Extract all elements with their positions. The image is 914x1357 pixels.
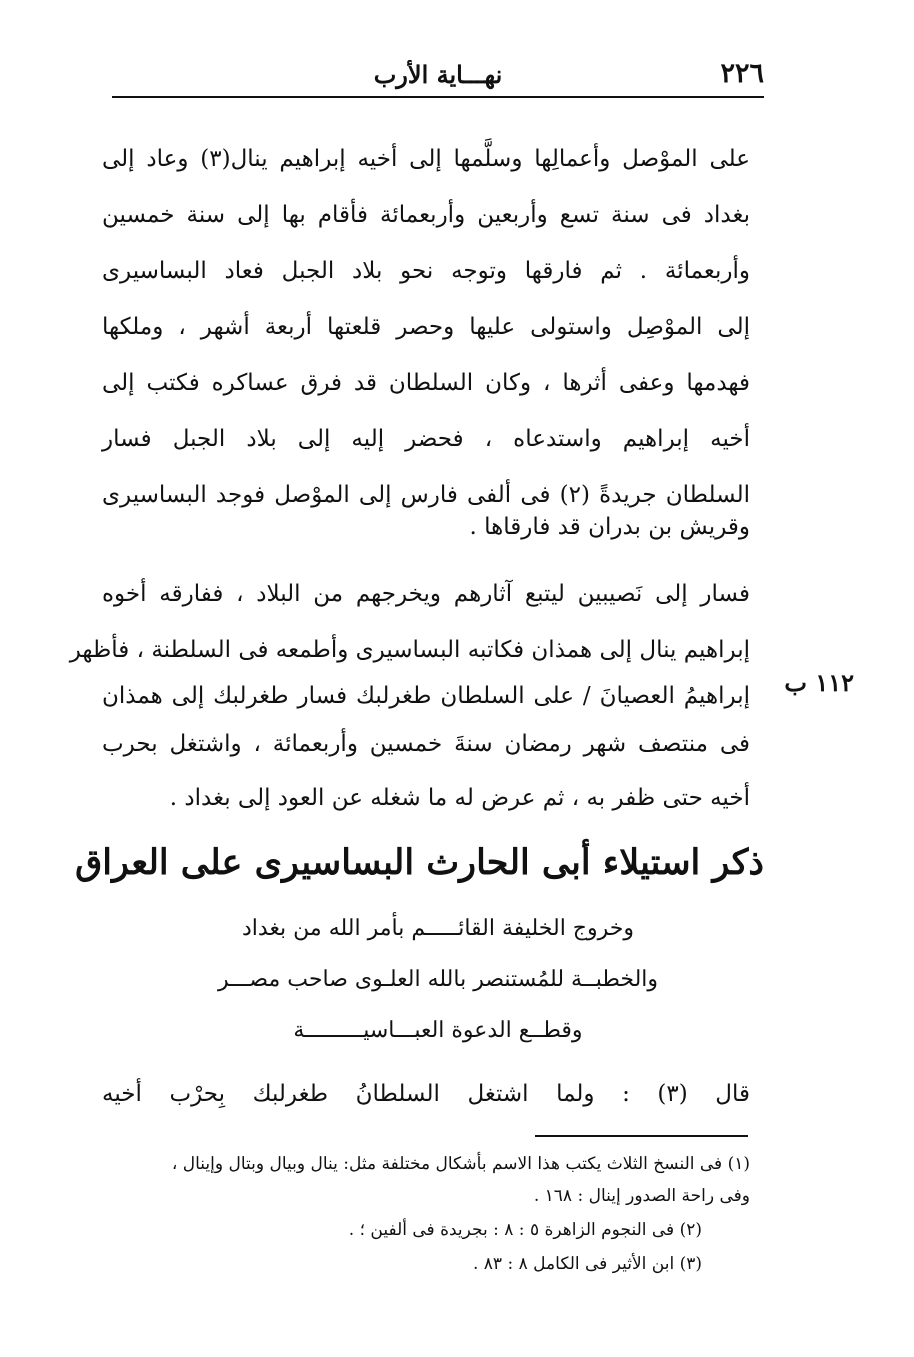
book-title: نهـــاية الأرب (373, 60, 503, 89)
footnote: (٢) فى النجوم الزاهرة ٥ : ٨ : بجريدة فى ألفين ؛ . (348, 1220, 702, 1240)
text-line: إبراهيم ينال إلى همذان فكاتبه البساسيرى وأطمعه فى السلطنة ، فأظهر (69, 637, 750, 663)
text-line-last: أخيه حتى ظفر به ، ثم عرض له ما شغله عن العود إلى بغداد . (169, 785, 750, 811)
section-subheading: والخطبــة للمُستنصر بالله العلـوى صاحب مصـــر (217, 967, 659, 992)
text-line: السلطان جريدةً (٢) فى ألفى فارس إلى الموْصل فوجد البساسيرى (102, 482, 751, 508)
text-line: أخيه إبراهيم واستدعاه ، فحضر إليه إلى بلاد الجبل فسار (102, 426, 750, 452)
footnote-continuation: وفى راحة الصدور إينال : ١٦٨ . (533, 1186, 750, 1206)
section-subheading: وخروج الخليفة القائـــــم بأمر الله من بغداد (241, 916, 634, 941)
section-subheading: وقطــع الدعوة العبـــاسيـــــــــة (293, 1018, 583, 1043)
text-line-last: وقريش بن بدران قد فارقاها . (469, 514, 750, 540)
footnote: (١) فى النسخ الثلاث يكتب هذا الاسم بأشكال مختلفة مثل: ينال وبيال وبتال وإينال ، (171, 1154, 750, 1174)
text-line: وأربعمائة . ثم فارقها وتوجه نحو بلاد الجبل فعاد البساسيرى (102, 258, 750, 284)
text-line: قال (٣) : ولما اشتغل السلطانُ طغرلبك بِحرْب أخيه (102, 1081, 750, 1107)
text-line: فى منتصف شهر رمضان سنةَ خمسين وأربعمائة ، واشتغل بحرب (102, 731, 750, 757)
header-rule (112, 96, 764, 98)
text-line: على الموْصل وأعمالِها وسلَّمها إلى أخيه إبراهيم ينال(٣) وعاد إلى (102, 146, 751, 172)
text-line: فسار إلى نَصيبين ليتبع آثارهم ويخرجهم من البلاد ، ففارقه أخوه (102, 581, 750, 607)
page-number: ٢٢٦ (720, 58, 764, 89)
section-heading: ذكر استيلاء أبى الحارث البساسيرى على العراق (75, 842, 764, 883)
text-line: بغداد فى سنة تسع وأربعين وأربعمائة فأقام بها إلى سنة خمسين (102, 202, 750, 228)
footnote-rule (535, 1135, 748, 1137)
folio-margin-note: ١١٢ ب (784, 668, 854, 697)
running-head (112, 58, 764, 94)
footnote: (٣) ابن الأثير فى الكامل ٨ : ٨٣ . (472, 1254, 702, 1274)
text-line: إلى الموْصِل واستولى عليها وحصر قلعتها أربعة أشهر ، وملكها (102, 314, 750, 340)
text-line: إبراهيمُ العصيانَ / على السلطان طغرلبك فسار طغرلبك إلى همذان (102, 683, 750, 709)
text-line: فهدمها وعفى أثرها ، وكان السلطان قد فرق عساكره فكتب إلى (102, 370, 750, 396)
